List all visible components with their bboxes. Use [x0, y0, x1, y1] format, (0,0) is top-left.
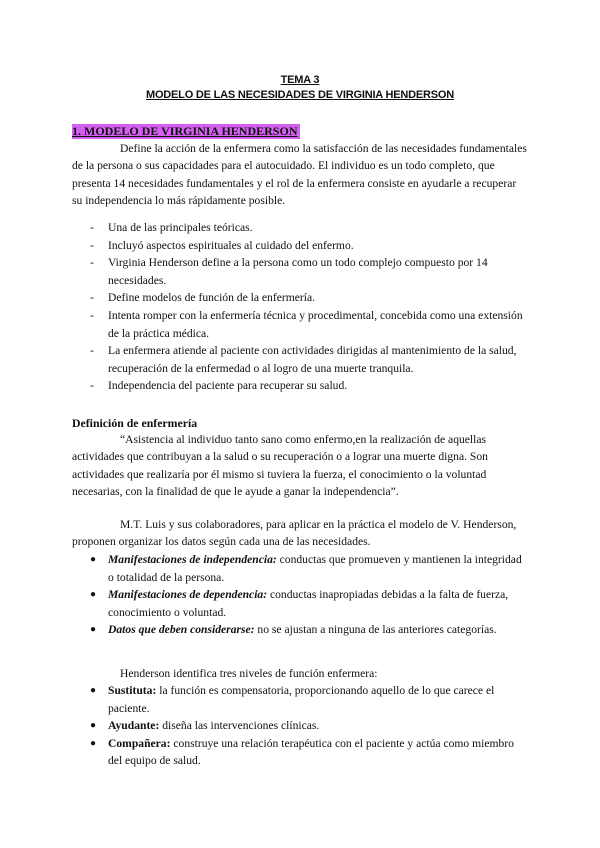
list-item [90, 735, 530, 770]
list-item: - Incluyó aspectos espirituales al cuidado del enfermo. [90, 237, 530, 255]
intro-paragraph: Define la acción de la enfermera como la satisfacción de las necesidades fundamentales de la persona o sus capacidades para el autocuidado. El individuo es un todo completo, que presenta 14 necesidades fundamentales y el rol de la enfermera consiste en ayudarle a recuperar su independencia lo más rápidamente posible. [72, 142, 527, 208]
levels-intro: Henderson identifica tres niveles de función enfermera: [120, 667, 378, 680]
list-item: - Independencia del paciente para recuperar su salud. [90, 377, 530, 395]
item-term: Datos que deben considerarse: [108, 623, 255, 637]
data-categories-list [90, 551, 530, 639]
item-term: Manifestaciones de independencia: [108, 553, 277, 566]
list-item: - Intenta romper con la enfermería técnica y procedimental, concebida como una extensión de la práctica médica. [90, 307, 530, 342]
bullet-icon: ● [90, 554, 97, 565]
list-item [90, 682, 530, 717]
item-text: no se ajustan a ninguna de las anteriores categorías. [254, 623, 497, 637]
item-term: Compañera: [108, 736, 171, 750]
list-item [90, 586, 530, 621]
item-term: Ayudante: [108, 719, 160, 733]
list-item [90, 621, 530, 639]
item-term: Sustituta: [108, 684, 157, 697]
item-text: conductas inapropiadas debidas a la falta de fuerza, conocimiento o voluntad. [108, 588, 509, 619]
item-text: conductas que promueven y mantienen la integridad o totalidad de la persona. [108, 553, 522, 584]
bullet-icon: ● [90, 737, 97, 749]
section-heading-highlighted: 1. MODELO DE VIRGINIA HENDERSON [72, 124, 300, 139]
list-item: - La enfermera atiende al paciente con actividades dirigidas al mantenimiento de la salud, recuperación de la enfermedad o al logro de una muerte tranquila. [90, 342, 530, 377]
luis-intro-paragraph: M.T. Luis y sus colaboradores, para aplicar en la práctica el modelo de V. Henderson, proponen organizar los datos según cada una de las necesidades. [72, 518, 517, 549]
list-item [90, 551, 530, 586]
bullet-icon: ● [90, 624, 97, 636]
document-title: MODELO DE LAS NECESIDADES DE VIRGINIA HENDERSON [145, 89, 454, 101]
bullet-icon: ● [90, 685, 97, 696]
bullet-icon: ● [90, 720, 97, 732]
characteristics-list [90, 219, 530, 395]
item-text: construye una relación terapéutica con el paciente y actúa como miembro del equipo de salud. [108, 736, 514, 768]
item-text: diseña las intervenciones clínicas. [159, 719, 320, 733]
list-item [90, 717, 530, 735]
item-term: Manifestaciones de dependencia: [108, 588, 268, 602]
item-text: la función es compensatoria, proporcionando aquello de lo que carece el paciente. [108, 684, 495, 715]
levels-list [90, 682, 530, 770]
definition-quote: “Asistencia al individuo tanto sano como enfermo,en la realización de aquellas actividades que contribuyan a la salud o su recuperación o a lograr una muerte digna. Son actividades que realizaría por él mismo si tuviera la fuerza, el conocimiento o la voluntad necesarias, con la finalidad de que le ayude a ganar la independencia”. [72, 433, 488, 499]
list-item: - Una de las principales teóricas. [90, 219, 530, 237]
list-item: - Define modelos de función de la enfermería. [90, 289, 530, 307]
list-item: - Virginia Henderson define a la persona como un todo complejo compuesto por 14 necesidades. [90, 254, 530, 289]
definition-heading: Definición de enfermería [72, 416, 198, 430]
bullet-icon: ● [90, 589, 97, 601]
topic-number: TEMA 3 [280, 74, 320, 86]
